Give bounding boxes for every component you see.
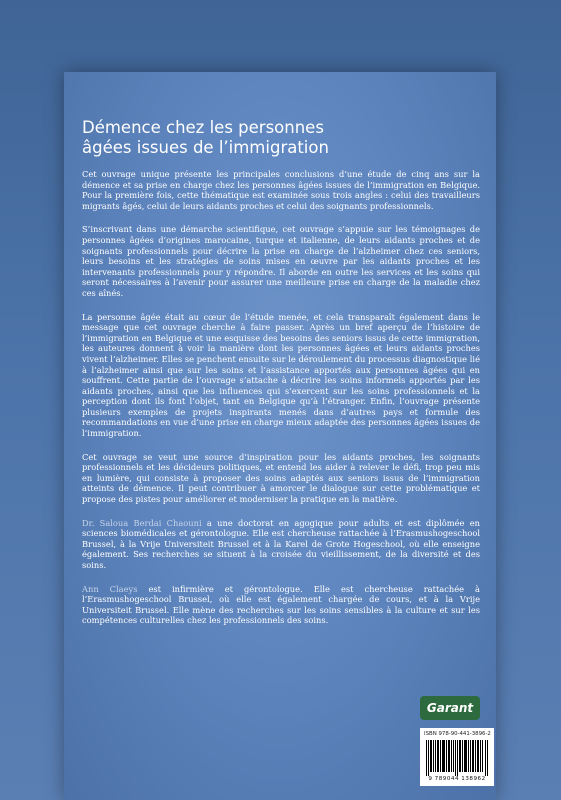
author-name-1: Dr. Saloua Berdai Chaouni: [82, 517, 202, 528]
author-bio-1: [82, 518, 480, 571]
barcode: [420, 728, 494, 786]
barcode-number: 9 789044 138962: [428, 776, 486, 782]
author-bio-2: [82, 584, 480, 626]
paragraph-3: La personne âgée était au cœur de l’étude menée, et cela transparaît également dans le message que cet ouvrage cherche à faire passer. Après un bref aperçu de l’histoire de l’immigration en Belgique et une esquisse des besoins des seniors issus de cette immigration, les auteures donnent à voir la manière dont les personnes âgées et leurs aidants proches vivent l’alzheimer. Elles se penchent ensuite sur le déroulement du processus diagnostique lié à l’alzheimer ainsi que sur les soins et l’assistance apportés aux personnes âgées qui en souffrent. Cette partie de l’ouvrage s’attache à décrire les soins informels apportés par les aidants proches, ainsi que les influences qui s’exercent sur les soins professionnels et la perception dont ils font l’objet, tant en Belgique qu’à l’étranger. Enfin, l’ouvrage présente plusieurs exemples de projets inspirants menés dans d’autres pays et formule des recommandations en vue d’une prise en charge mieux adaptée des personnes âgées issues de l’immigration.: [82, 311, 480, 439]
paragraph-1: Cet ouvrage unique présente les principales conclusions d’une étude de cinq ans sur la démence et sa prise en charge chez les personnes âgées issues de l’immigration en Belgique. Pour la première fois, cette thématique est examinée sous trois angles : celui des travailleurs migrants âgés, celui de leurs aidants proches et celui des soignants professionnels.: [82, 169, 480, 211]
title-line-1: Démence chez les personnes: [82, 118, 324, 137]
author-bio-1-text: a une doctorat en agogique pour adults et est diplômée en sciences biomédicales et gérontologue. Elle est chercheuse rattachée à l’Erasmushogeschool Brussel, à la Vrije Universiteit Brussel et à la Karel de Grote Hogeschool, où elle enseigne également. Ses recherches se situent à la croisée du vieillissement, de la diversité et des soins.: [82, 517, 480, 570]
author-name-2: Ann Claeys: [82, 583, 138, 594]
blurb: [82, 169, 480, 639]
paragraph-2: S’inscrivant dans une démarche scientifique, cet ouvrage s’appuie sur les témoignages de personnes âgées d’origines marocaine, turque et italienne, de leurs aidants proches et de soignants professionnels pour décrire la prise en charge de l’alzheimer chez ces seniors, leurs besoins et les stratégies de soins mises en œuvre par les aidants proches et les intervenants professionnels pour y répondre. Il aborde en outre les services et les soins qui seront nécessaires à l’avenir pour assurer une meilleure prise en charge de la maladie chez ces aînés.: [82, 224, 480, 298]
paragraph-4: Cet ouvrage se veut une source d’inspiration pour les aidants proches, les soignants professionnels et les décideurs politiques, et entend les aider à relever le défi, trop peu mis en lumière, qui consiste à proposer des soins adaptés aux seniors issus de l’immigration atteints de démence. Il peut contribuer à amorcer le dialogue sur cette problématique et propose des pistes pour améliorer et moderniser la pratique en la matière.: [82, 451, 480, 505]
book-title: [82, 118, 482, 158]
publisher-logo: Garant: [420, 696, 480, 720]
barcode-bars: [426, 740, 488, 776]
title-line-2: âgées issues de l’immigration: [82, 138, 329, 157]
isbn-label: ISBN 978-90-441-3896-2: [424, 731, 491, 737]
author-bio-2-text: est infirmière et gérontologue. Elle est chercheuse rattachée à l’Erasmushogeschool Brussel, où elle est également chargée de cours, et à la Vrije Universiteit Brussel. Elle mène des recherches sur les soins sensibles à la culture et sur les compétences culturelles chez les professionnels des soins.: [82, 583, 480, 626]
